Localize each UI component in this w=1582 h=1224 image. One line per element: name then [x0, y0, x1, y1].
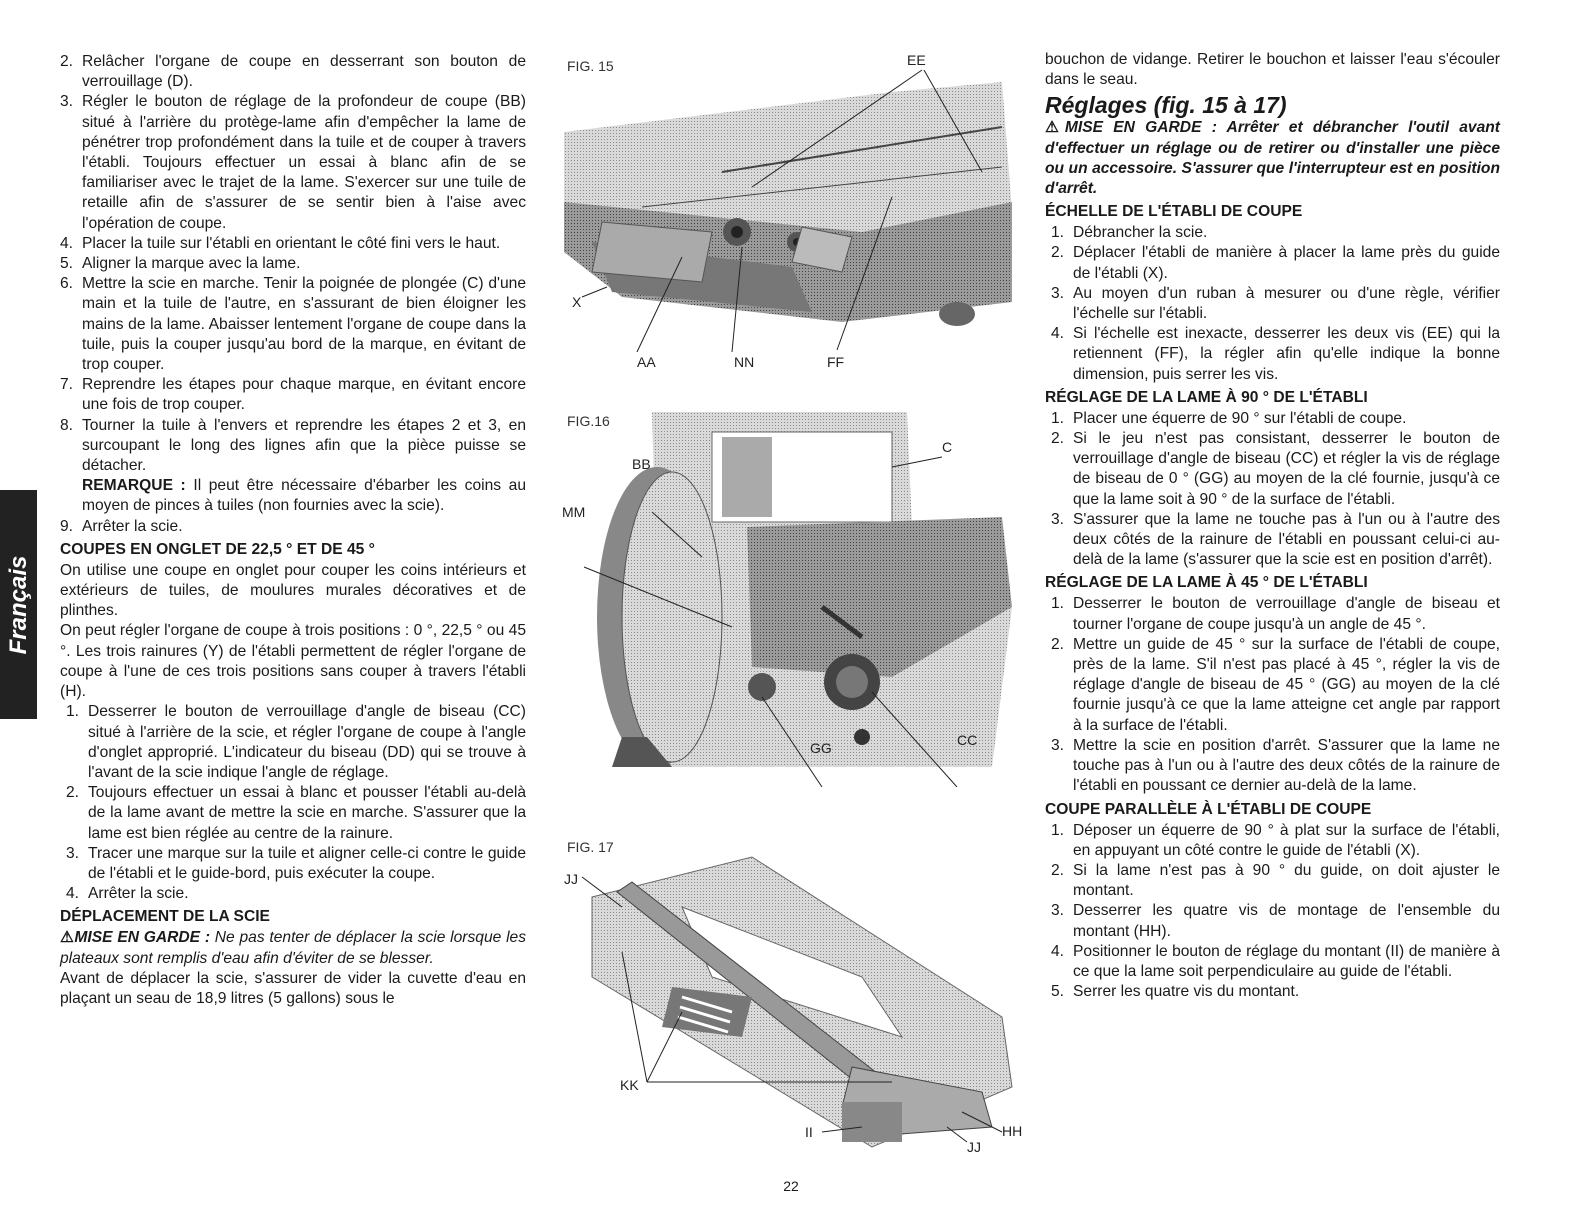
list-item: 4. Positionner le bouton de réglage du montant (II) de manière à ce que la lame soit perpendiculaire au guide de l'établi. [1051, 942, 1500, 980]
warning-icon: ⚠ [1045, 119, 1065, 137]
callout-hh: HH [1002, 1123, 1023, 1139]
steps-lame-90 [1051, 409, 1500, 571]
language-tab-label: Français [4, 555, 32, 654]
callout-mm: MM [562, 504, 586, 520]
column-left [60, 52, 526, 1009]
list-item: 2. Si la lame n'est pas à 90 ° du guide, on doit ajuster le montant. [1051, 861, 1500, 900]
callout-cc: CC [957, 732, 978, 748]
callout-kk: KK [620, 1077, 639, 1093]
list-item: 1. Placer une équerre de 90 ° sur l'établi de coupe. [1051, 409, 1407, 427]
page-number: 22 [783, 1178, 799, 1194]
paragraph: On peut régler l'organe de coupe à trois positions : 0 °, 22,5 ° ou 45 °. Les trois rainures (Y) de l'établi permettent de régler l'organe de coupe à l'une de ces trois positions sans couper à travers l'établi (H). [60, 622, 526, 701]
list-item: 3. Régler le bouton de réglage de la profondeur de coupe (BB) situé à l'arrière du protège-lame afin d'empêcher la lame de pénétrer trop profondément dans la tuile et de couper à travers l'établi. Toujours effectuer un essai à blanc afin de se familiariser avec le trajet de la lame. S'exercer sur une tuile de retaille afin de s'assurer de se sentir bien à l'aise avec l'opération de coupe. [60, 93, 526, 232]
steps-list-a [60, 52, 526, 537]
heading-echelle: ÉCHELLE DE L'ÉTABLI DE COUPE [1045, 203, 1303, 221]
list-item: 2. Déplacer l'établi de manière à placer la lame près du guide de l'établi (X). [1051, 244, 1500, 282]
list-item: 1. Desserrer le bouton de verrouillage d'angle de biseau (CC) situé à l'arrière de la scie, et régler l'organe de coupe à l'angle d'onglet approprié. L'indicateur du biseau (DD) qui se trouve à l'avant de la scie indique l'angle de réglage. [66, 703, 526, 781]
list-item: 3. S'assurer que la lame ne touche pas à l'un ou à l'autre des deux côtés de la rainure de l'établi en poussant celui-ci au-delà de la lame (s'assurer que la scie est en position d'arrêt). [1051, 510, 1500, 569]
steps-coupe-parallele [1051, 821, 1500, 1003]
list-item: 3. Desserrer les quatre vis de montage de l'ensemble du montant (HH). [1051, 902, 1500, 940]
paragraph: On utilise une coupe en onglet pour couper les coins intérieurs et extérieurs de tuiles, de moulures murales décoratives et de plinthes. [60, 561, 526, 620]
callout-ff: FF [827, 354, 845, 370]
list-item: 4. Arrêter la scie. [66, 885, 189, 903]
warning-icon: ⚠ [60, 929, 75, 947]
list-item: 2. Si le jeu n'est pas consistant, desserrer le bouton de verrouillage d'angle de biseau (CC) et régler la vis de réglage de biseau de 0 ° (GG) au moyen de la clé fournie, jusqu'à ce que la lame soit à 90 ° de la surface de l'établi. [1051, 430, 1500, 508]
list-item: 3. Tracer une marque sur la tuile et aligner celle-ci contre le guide de l'établi et le guide-bord, puis exécuter la coupe. [66, 844, 526, 882]
list-item: 2. Mettre un guide de 45 ° sur la surface de l'établi de coupe, près de la lame. S'il n'est pas placé à 45 °, régler la vis de réglage d'angle de biseau de 45 ° (GG) au moyen de la clé fournie jusqu'à ce que la lame atteigne cet angle par rapport à la surface de l'établi. [1051, 635, 1500, 734]
section-title: Réglages (fig. 15 à 17) [1045, 92, 1287, 119]
figure-17-illustration [562, 837, 1032, 1162]
figures-column [562, 52, 1032, 1162]
remark-note: REMARQUE : Il peut être nécessaire d'ébarber les coins au moyen de pinces à tuiles (non fournies avec la scie). [82, 477, 527, 515]
list-item: 1. Débrancher la scie. [1051, 224, 1208, 242]
list-item: 8. Tourner la tuile à l'envers et reprendre les étapes 2 et 3, en surcoupant le long des lignes afin que la pièce puisse se détacher. REMARQUE : Il peut être nécessaire d'ébarber les coins au moyen de pinces à tuiles (non fournies avec la scie). [60, 416, 526, 517]
heading-deplacement: DÉPLACEMENT DE LA SCIE [60, 908, 270, 926]
list-item: 9. Arrêter la scie. [60, 517, 183, 535]
list-item: 5. Serrer les quatre vis du montant. [1051, 983, 1300, 1001]
callout-gg: GG [810, 740, 832, 756]
figure-15-title: FIG. 15 [567, 58, 614, 74]
figure-17-title: FIG. 17 [567, 839, 614, 855]
list-item: 2. Toujours effectuer un essai à blanc et pousser l'établi au-delà de la lame avant de mettre la scie en marche. S'assurer que la lame est bien réglée au centre de la rainure. [66, 784, 526, 842]
callout-ee: EE [907, 52, 926, 68]
language-side-tab [0, 490, 37, 719]
callout-aa: AA [637, 354, 656, 370]
list-item: 1. Déposer un équerre de 90 ° à plat sur la surface de l'établi, en appuyant un côté contre le guide de l'établi (X). [1051, 821, 1500, 859]
figure-15 [562, 52, 1032, 382]
warning-deplacement: ⚠MISE EN GARDE : Ne pas tenter de déplacer la scie lorsque les plateaux sont remplis d'eau afin d'éviter de se blesser. [60, 929, 526, 967]
heading-lame-45: RÉGLAGE DE LA LAME À 45 ° DE L'ÉTABLI [1045, 574, 1368, 592]
steps-lame-45 [1051, 594, 1500, 796]
callout-bb: BB [632, 456, 651, 472]
figure-16 [562, 407, 1032, 787]
column-right [1045, 50, 1500, 1002]
callout-jj: JJ [564, 871, 578, 887]
warning-reglages: ⚠MISE EN GARDE : Arrêter et débrancher l'outil avant d'effectuer un réglage ou de retirer ou d'installer une pièce ou un accessoire. S'assurer que l'interrupteur est en position d'arrêt. [1045, 119, 1500, 198]
paragraph: Avant de déplacer la scie, s'assurer de vider la cuvette d'eau en plaçant un seau de 18,9 litres (5 gallons) sous le [60, 969, 526, 1007]
list-item: 5. Aligner la marque avec la lame. [60, 255, 301, 273]
list-item: 3. Au moyen d'un ruban à mesurer ou d'une règle, vérifier l'échelle sur l'établi. [1051, 284, 1500, 323]
list-item: 4. Placer la tuile sur l'établi en orientant le côté fini vers le haut. [60, 234, 501, 252]
callout-ii: II [805, 1124, 813, 1140]
list-item: 3. Mettre la scie en position d'arrêt. S'assurer que la lame ne touche pas à l'un ou à l'autre des deux côtés de la rainure de l'établi en poussant ce dernier au-delà de la lame. [1051, 736, 1500, 795]
list-item: 2. Relâcher l'organe de coupe en desserrant son bouton de verrouillage (D). [60, 53, 526, 91]
steps-echelle [1051, 223, 1500, 385]
heading-lame-90: RÉGLAGE DE LA LAME À 90 ° DE L'ÉTABLI [1045, 388, 1368, 406]
figure-17 [562, 837, 1032, 1162]
steps-list-b [66, 702, 526, 904]
callout-jj-bottom: JJ [967, 1139, 981, 1155]
list-item: 7. Reprendre les étapes pour chaque marque, en évitant encore une fois de trop couper. [60, 376, 526, 414]
callout-x: X [572, 294, 582, 310]
heading-onglet: COUPES EN ONGLET DE 22,5 ° ET DE 45 ° [60, 540, 375, 558]
list-item: 6. Mettre la scie en marche. Tenir la poignée de plongée (C) d'une main et la tuile de l'autre, en s'assurant de bien éloigner les mains de la lame. Abaisser lentement l'organe de coupe dans la tuile, puis la couper jusqu'au bord de la marque, en évitant de trop couper. [60, 275, 526, 374]
list-item: 1. Desserrer le bouton de verrouillage d'angle de biseau et tourner l'organe de coupe jusqu'à un angle de 45 °. [1051, 595, 1500, 633]
callout-c: C [942, 439, 953, 455]
heading-coupe-parallele: COUPE PARALLÈLE À L'ÉTABLI DE COUPE [1045, 800, 1372, 818]
list-item: 4. Si l'échelle est inexacte, desserrer les deux vis (EE) qui la retiennent (FF), la régler afin qu'elle indique la bonne dimension, puis serrer les vis. [1051, 325, 1500, 383]
figure-15-illustration [562, 52, 1032, 382]
callout-nn: NN [734, 354, 755, 370]
paragraph: bouchon de vidange. Retirer le bouchon et laisser l'eau s'écouler dans le seau. [1045, 51, 1500, 89]
figure-16-title: FIG.16 [567, 413, 610, 429]
